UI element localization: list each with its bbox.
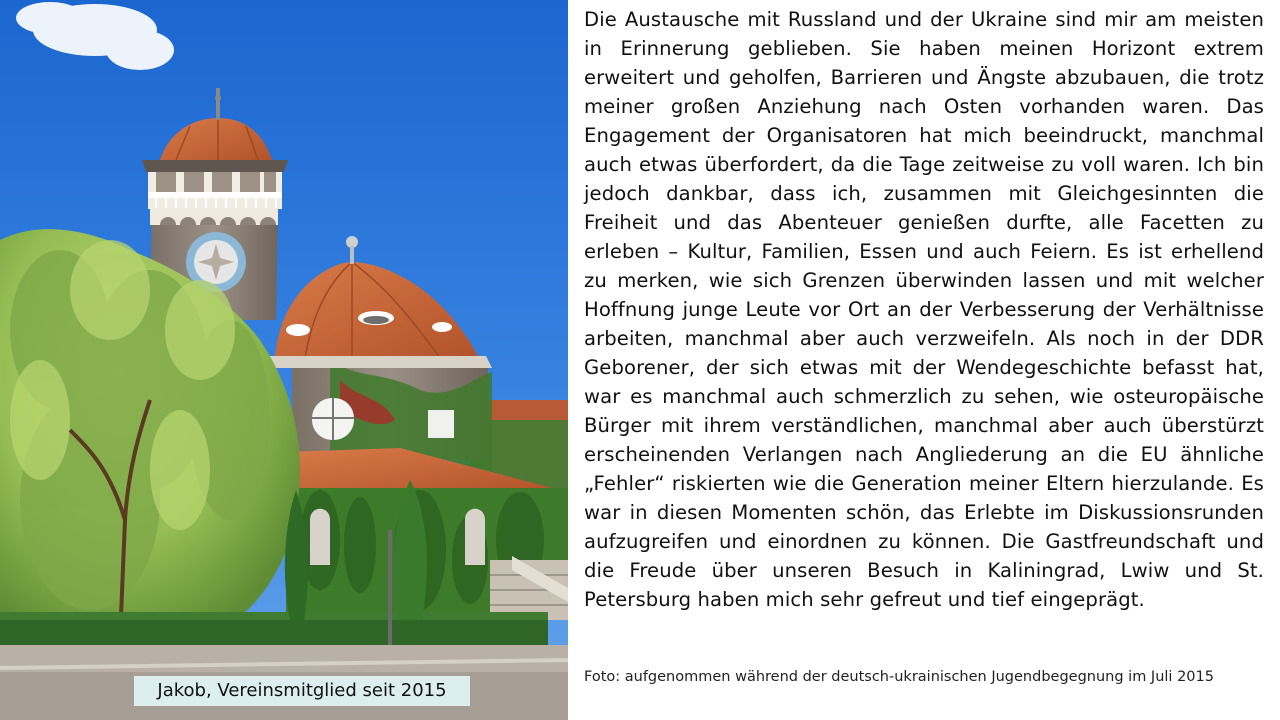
photo-credit: Foto: aufgenommen während der deutsch-ukrainischen Jugendbegegnung im Juli 2015 xyxy=(584,669,1214,685)
tower-building-illustration xyxy=(0,0,568,720)
photo xyxy=(0,0,568,720)
testimonial-text xyxy=(584,5,1264,614)
photo-caption: Jakob, Vereinsmitglied seit 2015 xyxy=(134,676,470,706)
testimonial-paragraph: Die Austausche mit Russland und der Ukraine sind mir am meisten in Erinnerung geblieben. Sie haben meinen Horizont extrem erweitert und geholfen, Barrieren und Ängste abzubauen, die trotz meiner großen Anziehung nach Osten vorhanden waren. Das Engagement der Organisatoren hat mich beeindruckt, manchmal auch etwas überfordert, da die Tage zeitweise zu voll waren. Ich bin jedoch dankbar, dass ich, zusammen mit Gleichgesinnten die Freiheit und das Abenteuer genießen durfte, alle Facetten zu erleben – Kultur, Familien, Essen und auch Feiern. Es ist erhellend zu merken, wie sich Grenzen überwinden lassen und mit welcher Hoffnung junge Leute vor Ort an der Verbesserung der Verhältnisse arbeiten, manchmal aber auch verzweifeln. Als noch in der DDR Geborener, der sich etwas mit der Wendegeschichte befasst hat, war es manchmal auch schmerzlich zu sehen, wie osteuropäische Bürger mit ihrem verständlichen, manchmal aber auch überstürzt erscheinenden Verlangen nach Angliederung an die EU ähnliche „Fehler“ riskierten wie die Generation meiner Eltern hierzulande. Es war in diesen Momenten schön, das Erlebte im Diskussionsrunden aufzugreifen und einordnen zu können. Die Gastfreundschaft und die Freude über unseren Besuch in Kaliningrad, Lwiw und St. Petersburg haben mich sehr gefreut und tief eingeprägt. xyxy=(584,8,1264,611)
